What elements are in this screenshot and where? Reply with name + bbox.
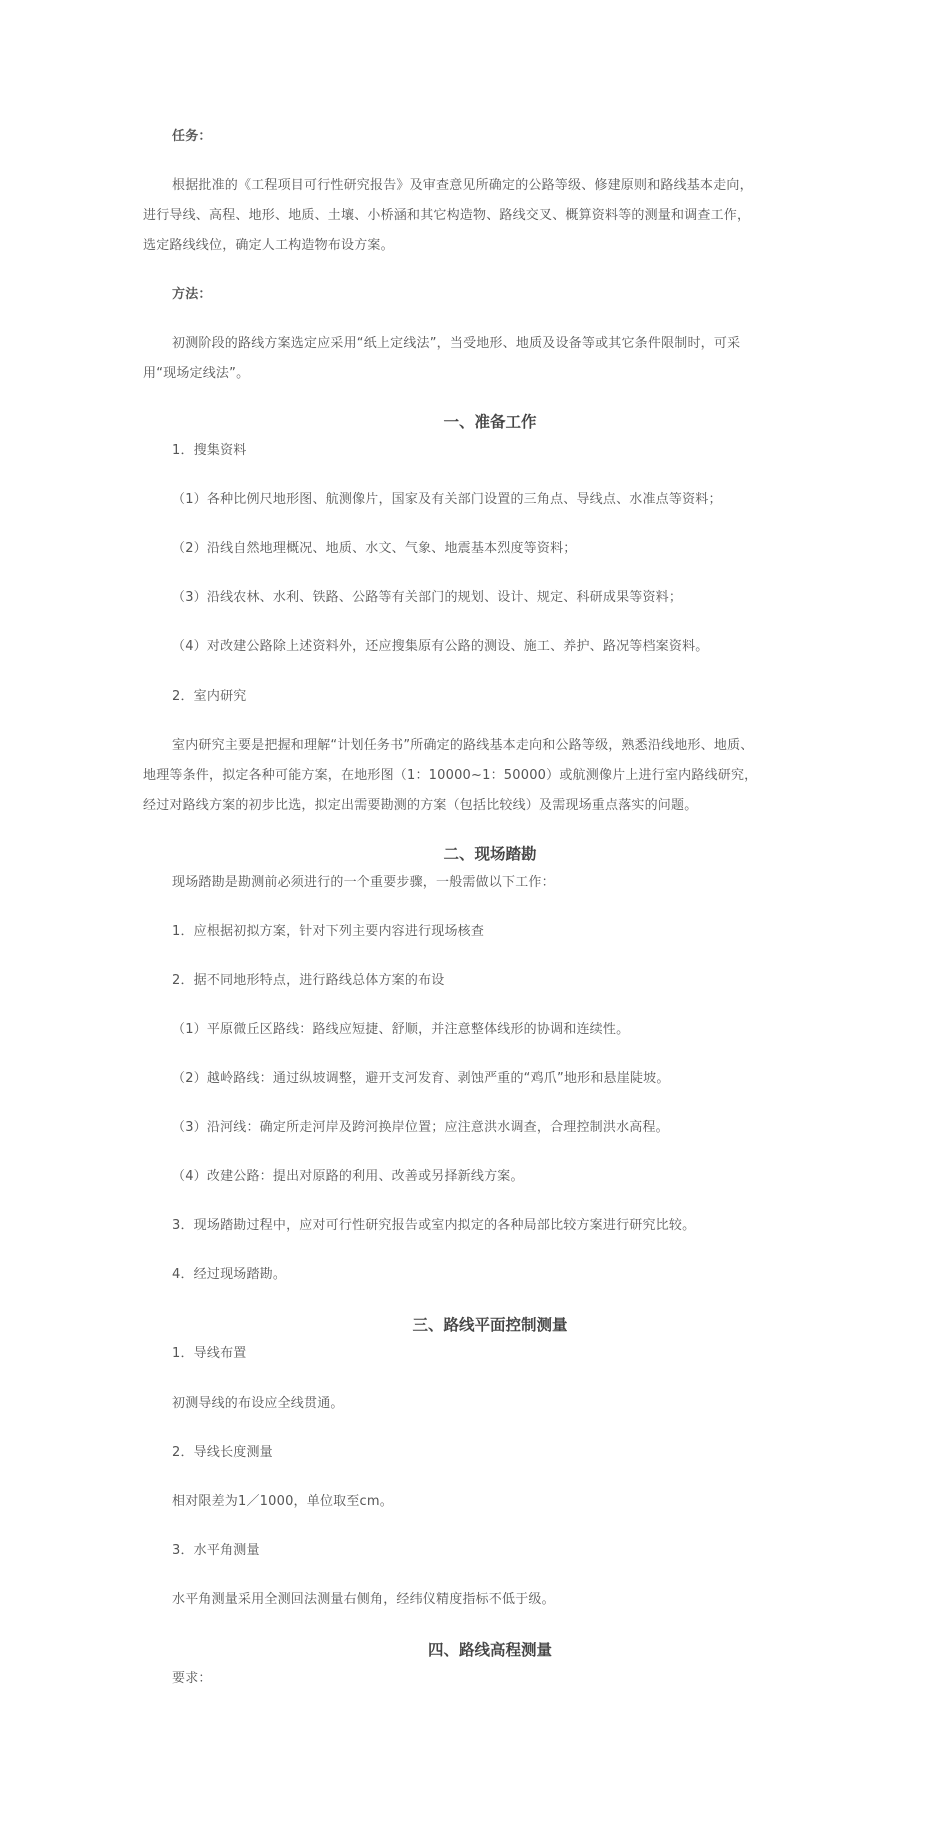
task-line-1: 根据批准的《工程项目可行性研究报告》及审查意见所确定的公路等级、修建原则和路线基本走向， — [172, 178, 753, 193]
section2-item4: 4．经过现场踏勘。 — [172, 1267, 287, 1282]
section2-sub4: （4）改建公路：提出对原路的利用、改善或另择新线方案。 — [172, 1169, 524, 1184]
section3-item3-text: 水平角测量采用全测回法测量右侧角，经纬仪精度指标不低于级。 — [172, 1592, 555, 1607]
section1-item2: 2．室内研究 — [172, 689, 247, 704]
section4-req-label: 要求： — [172, 1671, 212, 1686]
section2-sub2: （2）越岭路线：通过纵坡调整，避开支河发育、剥蚀严重的“鸡爪”地形和悬崖陡坡。 — [172, 1071, 670, 1086]
method-line-1: 初测阶段的路线方案选定应采用“纸上定线法”，当受地形、地质及设备等或其它条件限制时，可采 — [172, 336, 741, 351]
task-line-2: 进行导线、高程、地形、地质、土壤、小桥涵和其它构造物、路线交叉、概算资料等的测量和调查工作， — [143, 208, 751, 223]
section3-title: 三、路线平面控制测量 — [412, 1316, 568, 1334]
section1-para-line-3: 经过对路线方案的初步比选，拟定出需要勘测的方案（包括比较线）及需现场重点落实的问题。 — [143, 798, 698, 813]
section1-title: 一、准备工作 — [443, 413, 537, 431]
section1-item1: 1．搜集资料 — [172, 443, 247, 458]
section3-item2: 2．导线长度测量 — [172, 1445, 273, 1460]
section2-title: 二、现场踏勘 — [443, 845, 537, 863]
section4-title: 四、路线高程测量 — [427, 1641, 552, 1659]
section1-sub1: （1）各种比例尺地形图、航测像片，国家及有关部门设置的三角点、导线点、水准点等资料； — [172, 492, 722, 507]
section2-intro: 现场踏勘是勘测前必须进行的一个重要步骤，一般需做以下工作： — [172, 875, 555, 890]
task-line-3: 选定路线线位，确定人工构造物布设方案。 — [143, 238, 394, 253]
section2-sub3: （3）沿河线：确定所走河岸及跨河换岸位置；应注意洪水调查，合理控制洪水高程。 — [172, 1120, 669, 1135]
section1-para-line-1: 室内研究主要是把握和理解“计划任务书”所确定的路线基本走向和公路等级，熟悉沿线地形、地质、 — [172, 738, 754, 753]
method-label: 方法： — [172, 287, 212, 302]
section1-sub3: （3）沿线农林、水利、铁路、公路等有关部门的规划、设计、规定、科研成果等资料； — [172, 590, 683, 605]
section2-item2: 2．据不同地形特点，进行路线总体方案的布设 — [172, 973, 445, 988]
section1-para-line-2: 地理等条件，拟定各种可能方案，在地形图（1：10000~1：50000）或航测像片上进行室内路线研究， — [143, 768, 758, 783]
section3-item1: 1．导线布置 — [172, 1346, 247, 1361]
task-label: 任务： — [172, 129, 212, 144]
section2-item3: 3．现场踏勘过程中，应对可行性研究报告或室内拟定的各种局部比较方案进行研究比较。 — [172, 1218, 696, 1233]
section1-sub2: （2）沿线自然地理概况、地质、水文、气象、地震基本烈度等资料； — [172, 541, 577, 556]
section3-item1-text: 初测导线的布设应全线贯通。 — [172, 1396, 344, 1411]
method-line-2: 用“现场定线法”。 — [143, 366, 250, 381]
section3-item3: 3．水平角测量 — [172, 1543, 260, 1558]
section2-item1: 1．应根据初拟方案，针对下列主要内容进行现场核查 — [172, 924, 485, 939]
section1-sub4: （4）对改建公路除上述资料外，还应搜集原有公路的测设、施工、养护、路况等档案资料。 — [172, 639, 709, 654]
section3-item2-text: 相对限差为1／1000，单位取至cm。 — [172, 1494, 393, 1509]
section2-sub1: （1）平原微丘区路线：路线应短捷、舒顺，并注意整体线形的协调和连续性。 — [172, 1022, 630, 1037]
